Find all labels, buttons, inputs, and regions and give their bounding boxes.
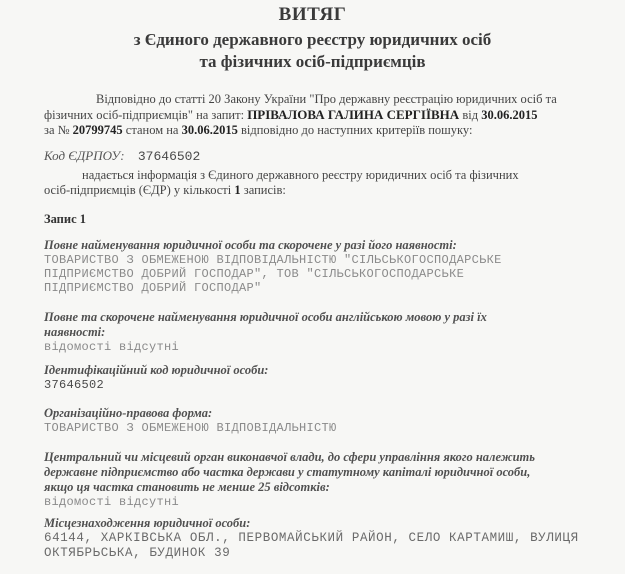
field-value: ТОВАРИСТВО З ОБМЕЖЕНОЮ ВІДПОВІДАЛЬНІСТЮ <box>44 421 337 435</box>
field-label: Центральний чи місцевий орган виконавчої влади, до сфери управління якого належить державне підприємство або частка держави у статутному капіталі юридичної особи, якщо ця частка становить не менше 25 відсотків: <box>44 450 535 494</box>
info-line1: надається інформація з Єдиного державного реєстру юридичних осіб та фізичних <box>82 168 519 182</box>
document-title: ВИТЯГ <box>278 4 347 25</box>
field-label: Місцезнаходження юридичної особи: <box>44 516 251 530</box>
field-english-name <box>44 310 604 354</box>
requester-name: ПРІВАЛОВА ГАЛИНА СЕРГІЇВНА <box>247 107 460 122</box>
intro-line3-mid: станом на <box>125 123 179 137</box>
intro-line1: Відповідно до статті 20 Закону України "Про державну реєстрацію юридичних осіб та <box>96 92 557 106</box>
document-subtitle-line1: з Єдиного державного реєстру юридичних осіб <box>133 30 492 49</box>
record-count: 1 <box>234 183 241 197</box>
edrpou-code-value: 37646502 <box>137 149 201 164</box>
info-line2-suffix: записів: <box>243 183 286 197</box>
info-line2-prefix: осіб-підприємців (ЄДР) у кількості <box>44 183 232 197</box>
field-label: Повне та скорочене найменування юридичної особи англійською мовою у разі їх наявності: <box>44 310 487 339</box>
info-paragraph <box>44 168 600 198</box>
field-value: відомості відсутні <box>44 340 180 354</box>
field-governing-authority <box>44 450 604 509</box>
field-value: 37646502 <box>44 378 105 392</box>
field-label: Повне найменування юридичної особи та скорочене у разі його наявності: <box>44 238 457 252</box>
request-number: 20799745 <box>72 123 123 137</box>
state-date: 30.06.2015 <box>181 123 238 137</box>
field-identification-code <box>44 363 604 392</box>
intro-line3-suffix: відповідно до наступних критеріїв пошуку: <box>240 123 473 137</box>
field-label: Організаційно-правова форма: <box>44 406 213 420</box>
intro-line3-prefix: за № <box>44 123 70 137</box>
field-value: відомості відсутні <box>44 495 180 509</box>
edrpou-code-label: Код ЄДРПОУ: <box>44 148 125 163</box>
field-full-name <box>44 238 604 295</box>
field-label: Ідентифікаційний код юридичної особи: <box>44 363 269 377</box>
field-legal-form <box>44 406 604 435</box>
record-label: Запис 1 <box>44 212 87 226</box>
intro-line2-prefix: фізичних осіб-підприємців" на запит: <box>44 108 245 122</box>
intro-line2-mid: від <box>462 108 479 122</box>
request-date: 30.06.2015 <box>481 108 538 122</box>
field-value: 64144, ХАРКІВСЬКА ОБЛ., ПЕРВОМАЙСЬКИЙ РАЙОН, СЕЛО КАРТАМИШ, ВУЛИЦЯ ОКТЯБРЬСЬКА, БУДИНОК 39 <box>44 531 579 560</box>
field-value: ТОВАРИСТВО З ОБМЕЖЕНОЮ ВІДПОВІДАЛЬНІСТЮ "СІЛЬСЬКОГОСПОДАРСЬКЕ ПІДПРИЄМСТВО ДОБРИЙ ГОСПОДАР", ТОВ "СІЛЬСЬКОГОСПОДАРСЬКЕ ПІДПРИЄМСТВО ДОБРИЙ ГОСПОДАР" <box>44 253 502 295</box>
field-location <box>44 516 604 561</box>
document-subtitle-line2: та фізичних осіб-підприємців <box>199 52 426 71</box>
search-criteria <box>44 148 200 164</box>
intro-paragraph <box>44 92 600 138</box>
